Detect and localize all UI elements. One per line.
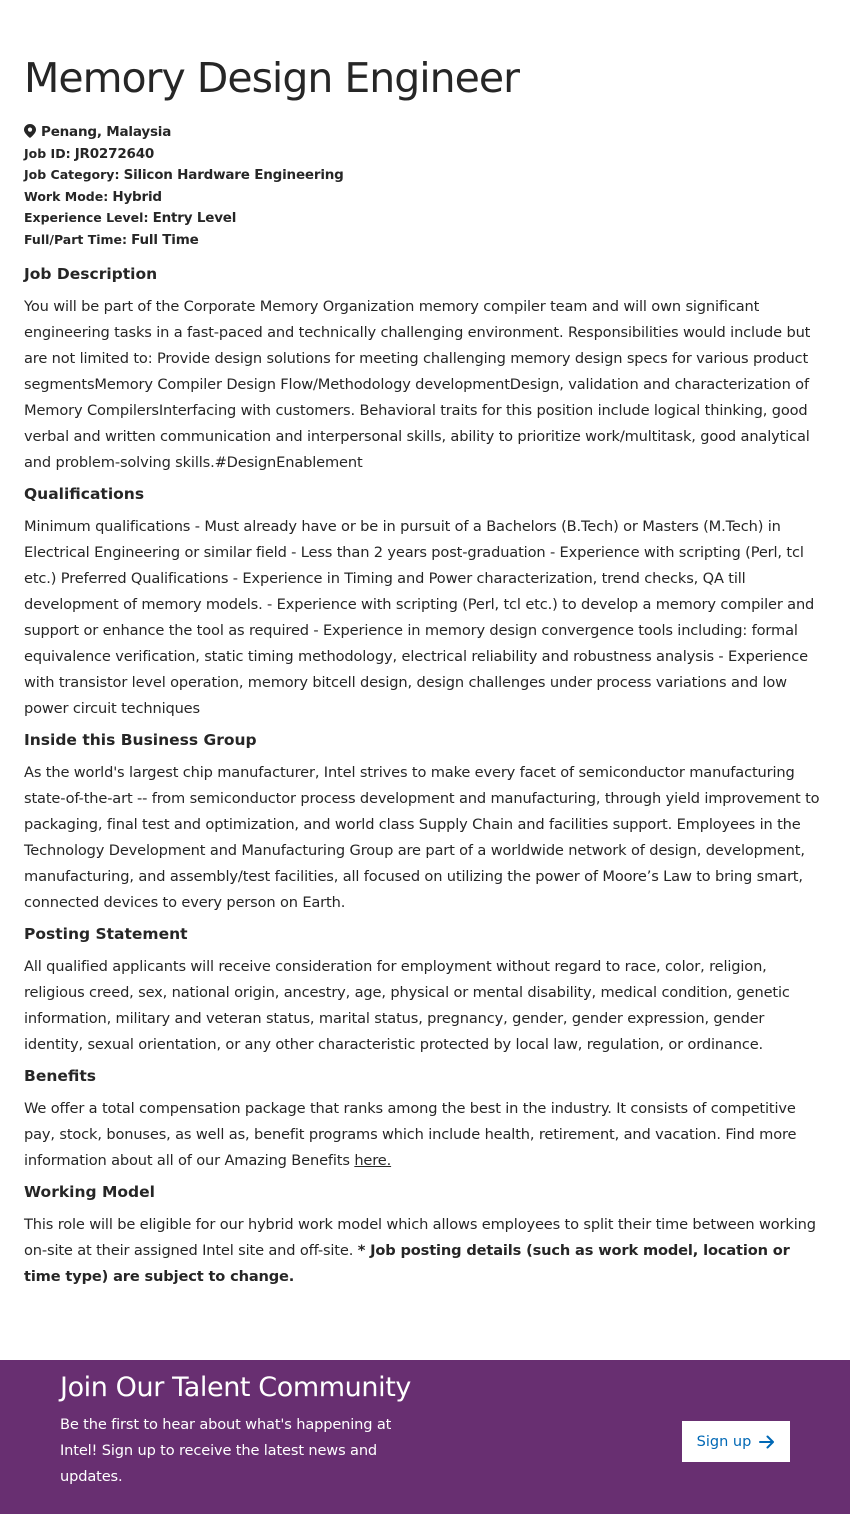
meta-value: Full Time [131, 231, 199, 248]
talent-community-text: Be the first to hear about what's happening at Intel! Sign up to receive the latest news and updates. [60, 1416, 392, 1485]
talent-community-banner [0, 1360, 850, 1514]
benefits-link[interactable]: here. [354, 1152, 392, 1169]
job-title: Memory Design Engineer [24, 54, 519, 102]
section-body-qualifications: Minimum qualifications - Must already have or be in pursuit of a Bachelors (B.Tech) or Masters (M.Tech) in Electrical Engineering or similar field - Less than 2 years post-graduation - Experience with scripting (Perl, tcl etc.) Preferred Qualifications - Experience in Timing and Power characterization, trend checks, QA till development of memory models. - Experience with scripting (Perl, tcl etc.) to develop a memory compiler and support or enhance the tool as required - Experience in memory design convergence tools including: formal equivalence verification, static timing methodology, electrical reliability and robustness analysis - Experience with transistor level operation, memory bitcell design, design challenges under process variations and low power circuit techniques [24, 518, 815, 717]
meta-label: Experience Level: [24, 210, 149, 226]
section-body-business-group: As the world's largest chip manufacturer, Intel strives to make every facet of semiconductor manufacturing state-of-the-art -- from semiconductor process development and manufacturing, through yield improvement to packaging, final test and optimization, and world class Supply Chain and facilities support. Employees in the Technology Development and Manufacturing Group are part of a worldwide network of design, development, manufacturing, and assembly/test facilities, all focused on utilizing the power of Moore’s Law to bring smart, connected devices to every person on Earth. [24, 764, 820, 911]
meta-full-part-time [24, 230, 824, 252]
job-content [24, 262, 824, 1296]
job-location-value: Penang, Malaysia [41, 124, 172, 140]
section-heading-working-model: Working Model [24, 1183, 155, 1201]
meta-job-category [24, 165, 824, 187]
section-body-posting-statement: All qualified applicants will receive consideration for employment without regard to race, color, religion, religious creed, sex, national origin, ancestry, age, physical or mental disability, medical condition, genetic information, military and veteran status, marital status, pregnancy, gender, gender expression, gender identity, sexual orientation, or any other characteristic protected by local law, regulation, or ordinance. [24, 958, 790, 1053]
map-pin-icon [24, 124, 36, 138]
meta-value: JR0272640 [74, 145, 155, 162]
section-heading-posting-statement: Posting Statement [24, 925, 188, 943]
section-body-benefits [24, 1096, 824, 1174]
section-body-working-model [24, 1212, 824, 1290]
meta-value: Hybrid [112, 188, 162, 205]
working-model-disclaimer: * Job posting details (such as work model, location or time type) are subject to change. [24, 1242, 790, 1285]
section-heading-qualifications: Qualifications [24, 485, 145, 503]
section-heading-job-description: Job Description [24, 265, 158, 283]
meta-label: Full/Part Time: [24, 231, 128, 247]
sign-up-label: Sign up [696, 1433, 752, 1450]
sign-up-button[interactable] [682, 1421, 790, 1462]
arrow-right-icon [759, 1435, 775, 1449]
section-body-job-description: You will be part of the Corporate Memory Organization memory compiler team and will own significant engineering tasks in a fast-paced and technically challenging environment. Responsibilities would include but are not limited to: Provide design solutions for meeting challenging memory design specs for various product segmentsMemory Compiler Design Flow/Methodology developmentDesign, validation and characterization of Memory CompilersInterfacing with customers. Behavioral traits for this position include logical thinking, good verbal and written communication and interpersonal skills, ability to prioritize work/multitask, good analytical and problem-solving skills.#DesignEnablement [24, 298, 811, 471]
meta-work-mode [24, 187, 824, 209]
job-location [24, 122, 824, 144]
working-model-text: This role will be eligible for our hybrid work model which allows employees to split their time between working on-site at their assigned Intel site and off-site. [24, 1216, 816, 1259]
meta-job-id [24, 144, 824, 166]
meta-label: Work Mode: [24, 188, 109, 204]
meta-label: Job Category: [24, 167, 120, 183]
section-heading-business-group: Inside this Business Group [24, 731, 257, 749]
meta-value: Entry Level [152, 210, 237, 227]
section-heading-benefits: Benefits [24, 1067, 96, 1085]
meta-experience-level [24, 208, 824, 230]
meta-label: Job ID: [24, 145, 71, 161]
benefits-text: We offer a total compensation package that ranks among the best in the industry. It consists of competitive pay, stock, bonuses, as well as, benefit programs which include health, retirement, and vacation. Find more information about all of our Amazing Benefits [24, 1100, 797, 1169]
job-meta [24, 122, 824, 252]
meta-value: Silicon Hardware Engineering [123, 167, 344, 184]
talent-community-title: Join Our Talent Community [60, 1372, 411, 1403]
